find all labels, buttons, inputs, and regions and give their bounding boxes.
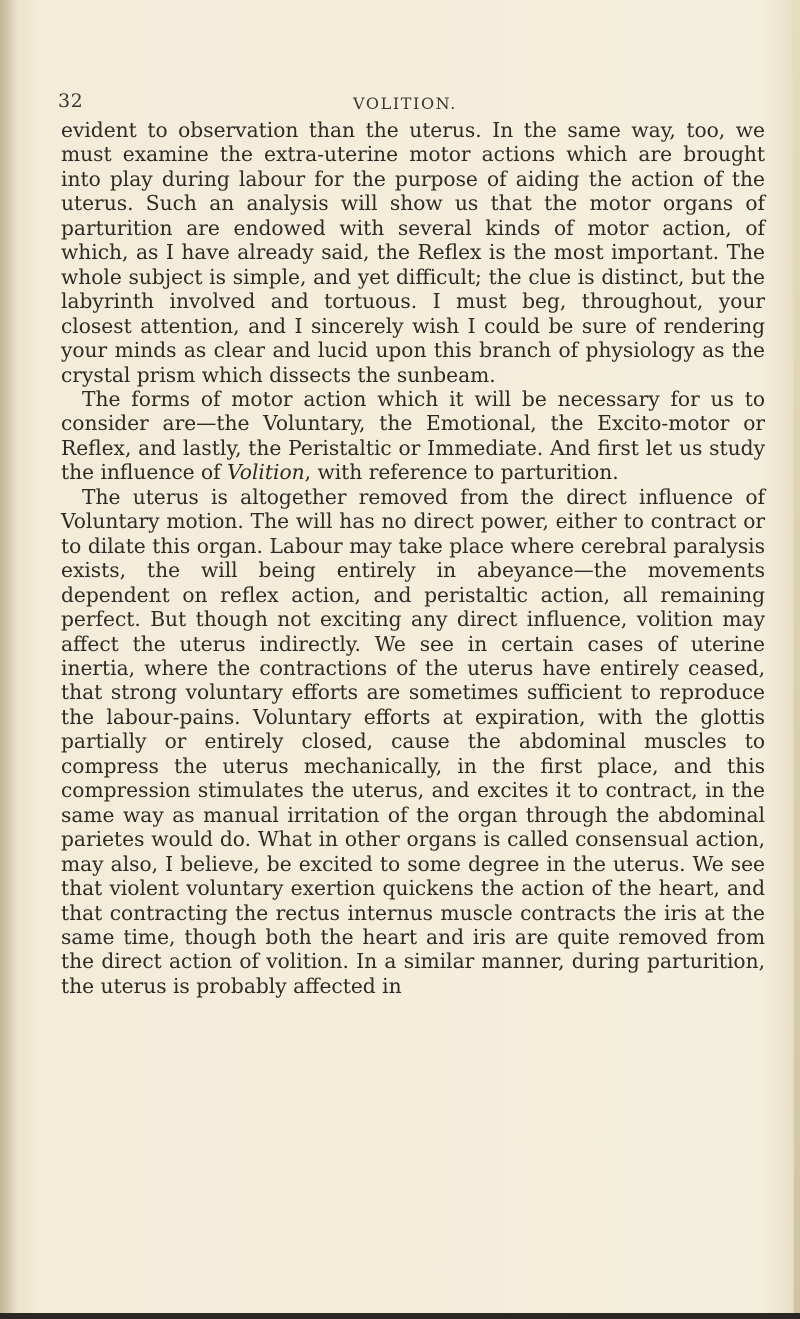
page-number: 32: [58, 90, 84, 112]
body-text: [61, 118, 765, 998]
paragraph-2-text-b: , with reference to parturition.: [304, 460, 619, 485]
paragraph-3: The uterus is altogether removed from the direct influence of Voluntary motion. The will has no direct power, either to contract or to dilate this organ. Labour may take place where cerebral paralysis exists, the will being entirely in abeyance—the movements dependent on reflex action, and peristaltic action, all remaining perfect. But though not exciting any direct influence, volition may affect the uterus indirectly. We see in certain cases of uterine inertia, where the contractions of the uterus have entirely ceased, that strong voluntary efforts are sometimes sufficient to reproduce the labour-pains. Voluntary efforts at expiration, with the glottis partially or entirely closed, cause the abdominal muscles to compress the uterus mechanically, in the first place, and this compression stimulates the uterus, and excites it to contract, in the same way as manual irritation of the organ through the abdominal parietes would do. What in other organs is called consensual action, may also, I believe, be excited to some degree in the uterus. We see that violent voluntary exertion quickens the action of the heart, and that contracting the rectus internus muscle contracts the iris at the same time, though both the heart and iris are quite removed from the direct action of volition. In a similar manner, during parturition, the uterus is probably affected in: [61, 484, 765, 998]
running-head: [0, 94, 800, 113]
paragraph-2: [61, 387, 765, 485]
paragraph-2-text-a: The forms of motor action which it will be necessary for us to consider are—the Voluntary, the Emotional, the Excito-motor or Reflex, and lastly, the Peristaltic or Immediate. And first let us study the influence of: [61, 386, 765, 485]
running-head-text: VOLITION.: [353, 94, 457, 113]
page-edge: [794, 0, 800, 1319]
paragraph-1: evident to observation than the uterus. In the same way, too, we must examine the extra-uterine motor actions which are brought into play during labour for the purpose of aiding the action of the uterus. Such an analysis will show us that the motor organs of parturition are endowed with several kinds of motor action, of which, as I have already said, the Reflex is the most important. The whole subject is simple, and yet difficult; the clue is distinct, but the labyrinth involved and tortuous. I must beg, throughout, your closest attention, and I sincerely wish I could be sure of rendering your minds as clear and lucid upon this branch of physiology as the crystal prism which dissects the sunbeam.: [61, 118, 765, 387]
paragraph-2-italic: Volition: [227, 460, 305, 485]
bottom-edge: [0, 1313, 800, 1319]
gutter-shadow: [0, 0, 18, 1319]
